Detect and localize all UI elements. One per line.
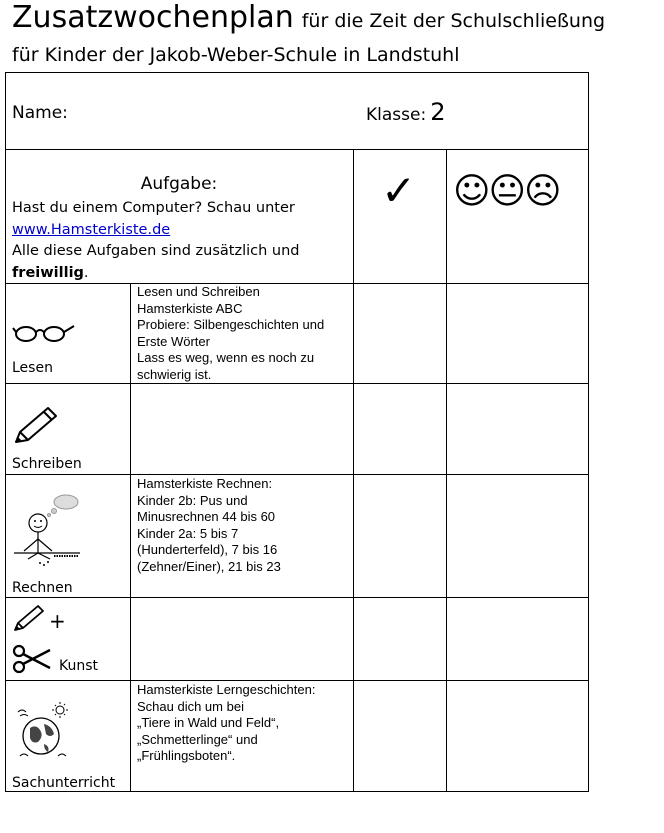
- page-subtitle: für Kinder der Jakob-Weber-Schule in Landstuhl: [12, 44, 460, 66]
- task-line: (Zehner/Einer), 21 bis 23: [137, 558, 281, 574]
- task-line: Hamsterkiste Rechnen:: [137, 476, 273, 491]
- pencil-icon: [12, 404, 60, 446]
- task-line: „Frühlingsboten“.: [137, 748, 236, 763]
- task-line: Probiere: Silbengeschichten und: [137, 317, 325, 332]
- task-line: Lesen und Schreiben: [137, 284, 260, 299]
- aufgabe-description: [12, 198, 347, 284]
- divider: [5, 474, 589, 475]
- row-label-lesen: Lesen: [12, 360, 53, 376]
- task-line: Hamsterkiste Lerngeschichten:: [137, 682, 316, 697]
- divider: [5, 680, 589, 681]
- globe-icon: [14, 700, 72, 762]
- klasse-label: Klasse:: [366, 105, 427, 125]
- task-line: Schau dich um bei: [137, 698, 244, 714]
- title-main: Zusatzwochenplan: [12, 0, 294, 35]
- task-line: schwierig ist.: [137, 366, 212, 382]
- row-label-kunst: Kunst: [59, 658, 99, 674]
- task-rechnen: [137, 476, 349, 575]
- title-suffix: für die Zeit der Schulschließung: [301, 10, 606, 32]
- aufgabe-line: Hast du einem Computer? Schau unter: [12, 200, 295, 216]
- freiwillig-bold: freiwillig: [12, 264, 84, 281]
- klasse-value: 2: [430, 98, 446, 126]
- aufgabe-line: Alle diese Aufgaben sind zusätzlich und: [12, 243, 300, 259]
- divider: [5, 597, 589, 598]
- task-lesen: [137, 284, 349, 383]
- row-label-schreiben: Schreiben: [12, 456, 82, 472]
- task-line: Lass es weg, wenn es noch zu: [137, 350, 315, 365]
- row-label-sachunterricht: Sachunterricht: [12, 775, 116, 791]
- smiley-faces-icon: ☺😐☹: [453, 171, 560, 212]
- task-line: Erste Wörter: [137, 333, 210, 349]
- scissors-icon: [12, 644, 52, 674]
- checkmark-icon: ✓: [381, 166, 417, 215]
- plus-sign: +: [49, 609, 66, 633]
- name-label: Name:: [12, 103, 68, 123]
- task-line: Hamsterkiste ABC: [137, 300, 243, 316]
- divider: [5, 149, 589, 150]
- klasse-field: [366, 98, 445, 126]
- divider: [130, 283, 131, 792]
- task-line: Kinder 2b: Pus und: [137, 492, 248, 508]
- hamsterkiste-link[interactable]: www.Hamsterkiste.de: [12, 221, 171, 238]
- glasses-icon: [12, 322, 76, 344]
- small-pencil-icon: [12, 603, 46, 633]
- aufgabe-heading: Aufgabe:: [140, 174, 218, 194]
- task-line: (Hunderterfeld), 7 bis 16: [137, 542, 278, 557]
- task-line: Minusrechnen 44 bis 60: [137, 509, 276, 524]
- divider: [446, 149, 447, 792]
- task-line: „Tiere in Wald und Feld“,: [137, 715, 280, 730]
- task-line: Kinder 2a: 5 bis 7: [137, 525, 239, 541]
- task-sachunterricht: [137, 682, 349, 765]
- period: .: [83, 264, 89, 281]
- divider: [353, 149, 354, 792]
- row-label-rechnen: Rechnen: [12, 580, 73, 596]
- page-title: [12, 0, 605, 35]
- task-line: „Schmetterlinge“ und: [137, 731, 258, 747]
- divider: [5, 383, 589, 384]
- thinking-child-icon: [10, 493, 82, 577]
